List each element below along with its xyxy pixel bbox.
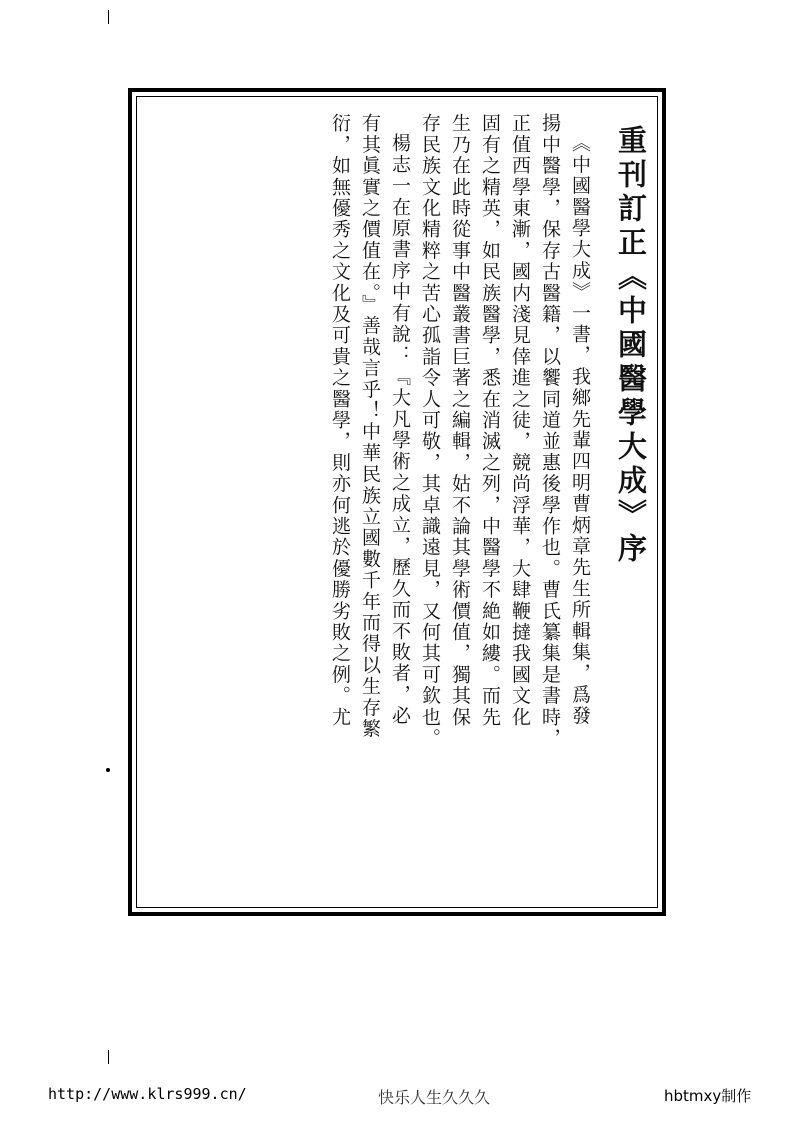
page-title: 重刊訂正《中國醫學大成》序: [614, 125, 648, 567]
registration-mark-top-left: [108, 10, 109, 24]
text-column-3: 正值西學東漸，國内淺見倖進之徒，競尚浮華，大肆鞭撻我國文化: [509, 113, 531, 728]
footer-url: http://www.klrs999.cn/: [48, 1085, 247, 1103]
text-column-2: 揚中醫學，保存古醫籍，以饗同道並惠後學作也。曹氏纂集是書時，: [539, 113, 561, 749]
page-border-frame: [128, 88, 666, 916]
text-column-1: 《中國醫學大成》一書，我鄉先輩四明曹炳章先生所輯集，爲發: [569, 133, 591, 727]
registration-dot-left: [106, 768, 110, 772]
registration-mark-bottom-left: [108, 1050, 109, 1064]
text-column-5: 生乃在此時從事中醫叢書巨著之編輯，姑不論其學術價值，獨其保: [449, 113, 471, 728]
text-column-9: 衍，如無優秀之文化及可貴之醫學，則亦何逃於優勝劣敗之例。尤: [329, 113, 351, 728]
page-border-inner: [136, 96, 658, 908]
text-column-7: 楊志一在原書序中有說：『大凡學術之成立，歷久而不敗者，必: [389, 133, 411, 727]
text-column-4: 固有之精英，如民族醫學，悉在消滅之列，中醫學不絶如縷。而先: [479, 113, 501, 728]
text-column-6: 存民族文化精粹之苦心孤詣令人可敬，其卓識遠見，又何其可欽也。: [419, 113, 441, 749]
text-column-8: 有其眞實之價值在。』善哉言乎！中華民族立國數千年而得以生存繁: [359, 113, 381, 740]
footer-slogan: 快乐人生久久久: [378, 1088, 491, 1107]
footer-credit: hbtmxy制作: [664, 1087, 752, 1105]
vertical-text-area: [149, 111, 648, 895]
